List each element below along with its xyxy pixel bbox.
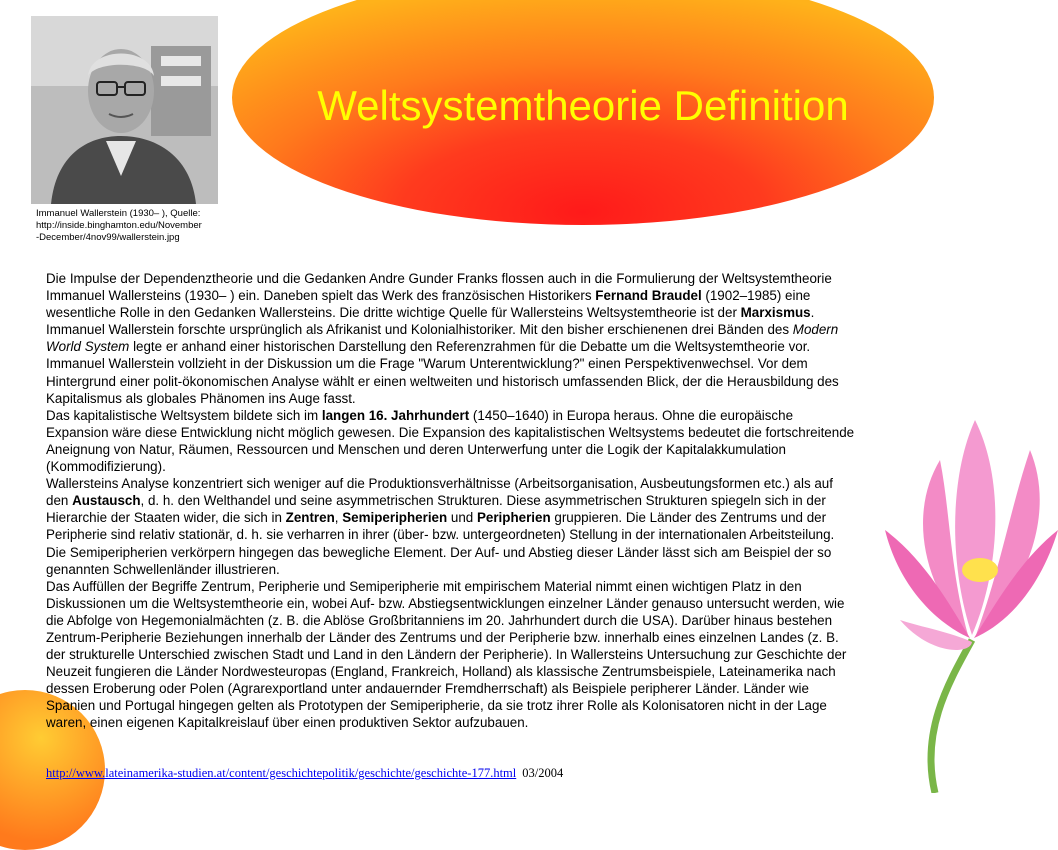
text-run: Zentrum-Peripherie Beziehungen innerhalb der Länder des Zentrums und der Peripherie bzw. innerhalb eines einzelnen Landes (z. B. xyxy=(46,629,839,645)
bold-term: Zentren xyxy=(285,510,335,526)
bold-term: langen 16. Jahrhundert xyxy=(321,407,470,423)
text-run: Immanuel Wallerstein vollzieht in der Diskussion um die Frage "Warum Unterentwicklung?" einen Perspektivenwechsel. Vor dem xyxy=(46,356,808,372)
body-line xyxy=(46,561,1006,578)
body-line xyxy=(46,407,1006,424)
photo-caption xyxy=(36,208,236,244)
source-date: 03/2004 xyxy=(522,766,564,780)
body-text xyxy=(46,270,1006,732)
text-run: Wallersteins Analyse konzentriert sich weniger auf die Produktionsverhältnisse (Arbeitsorganisation, Ausbeutungsformen etc.) als auf xyxy=(46,476,833,492)
portrait-image xyxy=(31,16,218,204)
bold-term: Marxismus xyxy=(740,305,811,321)
text-run: Hintergrund einer polit-ökonomischen Analyse wählt er einen weltweiten und historisch umfassenden Blick, der die Herausbildung des xyxy=(46,373,839,389)
body-line xyxy=(46,526,1006,543)
text-run: (1450–1640) in Europa heraus. Ohne die europäische xyxy=(469,407,794,423)
text-run: Immanuel Wallerstein forschte ursprünglich als Afrikanist und Kolonialhistoriker. Mit den bisher erschienenen drei Bänden des xyxy=(46,322,793,338)
body-line xyxy=(46,509,1006,526)
text-run: den xyxy=(46,493,73,509)
caption-line: Immanuel Wallerstein (1930– ), Quelle: xyxy=(36,208,201,219)
page-title: Weltsystemtheorie Definition xyxy=(317,82,849,129)
caption-line: -December/4nov99/wallerstein.jpg xyxy=(36,232,180,243)
body-line xyxy=(46,355,1006,372)
body-line xyxy=(46,304,1006,321)
body-line xyxy=(46,578,1006,595)
body-line xyxy=(46,697,1006,714)
text-run: Immanuel Wallersteins (1930– ) ein. Daneben spielt das Werk des französischen Historikers xyxy=(46,288,596,304)
bold-term: Austausch xyxy=(72,493,141,509)
bold-term: Peripherien xyxy=(476,510,551,526)
text-run: genannten Schwellenländer illustrieren. xyxy=(46,561,280,577)
body-line xyxy=(46,373,1006,390)
text-run: (Kommodifizierung). xyxy=(46,459,166,475)
body-line xyxy=(46,458,1006,475)
bold-term: Fernand Braudel xyxy=(595,288,702,304)
text-run: der strukturelle Unterschied zwischen Stadt und Land in den Ländern der Peripherie). In Wallersteins Untersuchung zur Geschichte der xyxy=(46,647,847,663)
body-line xyxy=(46,321,1006,338)
body-line xyxy=(46,492,1006,509)
text-run: gruppieren. Die Länder des Zentrums und der xyxy=(550,510,827,526)
text-run: Aneignung von Natur, Räumen, Ressourcen und Menschen und deren Unterwerfung unter die Logik der Kapitalakkumulation xyxy=(46,441,786,457)
body-line xyxy=(46,441,1006,458)
text-run: . xyxy=(810,305,815,321)
text-run: Hierarchie der Staaten wider, die sich in xyxy=(46,510,286,526)
text-run: wesentliche Rolle in den Gedanken Wallersteins. Die dritte wichtige Quelle für Wallersteins Weltsystemtheorie ist der xyxy=(46,305,741,321)
text-run: (1902–1985) eine xyxy=(701,288,811,304)
text-run: , xyxy=(334,510,343,526)
text-run: legte er anhand einer historischen Darstellung den Referenzrahmen für die Debatte um die Weltsystemtheorie vor. xyxy=(129,339,811,355)
text-run: , d. h. den Welthandel und seine asymmetrischen Strukturen. Diese asymmetrischen Strukturen spiegeln sich in der xyxy=(140,493,826,509)
text-run: und xyxy=(447,510,477,526)
source-link[interactable]: http://www.lateinamerika-studien.at/content/geschichtepolitik/geschichte/geschichte-177.html xyxy=(46,766,517,780)
text-run: Expansion wäre diese Entwicklung nicht möglich gewesen. Die Expansion des kapitalistischen Weltsystems bedeutet die fortschreitende xyxy=(46,424,855,440)
body-line xyxy=(46,714,1006,731)
text-run: Diskussionen um die Weltsystemtheorie ein, wobei Auf- bzw. Abstiegsentwicklungen einzelner Länder genauso untersucht werden, wie xyxy=(46,595,845,611)
body-line xyxy=(46,663,1006,680)
bold-term: Semiperipherien xyxy=(342,510,448,526)
body-line xyxy=(46,338,1006,355)
text-run: Die Semiperipherien verkörpern hingegen das bewegliche Element. Der Auf- und Abstieg dieser Länder lässt sich am Beispiel der so xyxy=(46,544,832,560)
source-line xyxy=(46,766,563,781)
italic-term: Modern xyxy=(792,322,839,338)
portrait-photo xyxy=(31,16,218,204)
text-run: Neuzeit fungieren die Länder Nordwesteuropas (England, Frankreich, Holland) als klassische Zentrumsbeispiele, Lateinamerika nach xyxy=(46,664,836,680)
text-run: die Abfolge von Hegemonialmächten (z. B. die Ablöse Großbritanniens im 20. Jahrhundert durch die USA). Darüber hinaus bestehen xyxy=(46,612,833,628)
italic-term: World System xyxy=(46,339,130,355)
body-line xyxy=(46,629,1006,646)
text-run: Kapitalismus als globales Phänomen ins Auge fasst. xyxy=(46,390,356,406)
body-line xyxy=(46,270,1006,287)
text-run: Die Impulse der Dependenztheorie und die Gedanken Andre Gunder Franks flossen auch in die Formulierung der Weltsystemtheorie xyxy=(46,271,832,286)
body-line xyxy=(46,390,1006,407)
body-line xyxy=(46,595,1006,612)
body-line xyxy=(46,612,1006,629)
body-line xyxy=(46,680,1006,697)
text-run: dessen Eroberung oder Polen (Agrarexportland unter andauernder Fremdherrschaft) als Beispiele peripherer Länder. Länder wie xyxy=(46,681,809,697)
body-line xyxy=(46,424,1006,441)
body-line xyxy=(46,287,1006,304)
body-line xyxy=(46,646,1006,663)
caption-line: http://inside.binghamton.edu/November xyxy=(36,220,202,231)
body-line xyxy=(46,475,1006,492)
text-run: Spanien und Portugal hingegen gelten als Prototypen der Semiperipherie, da sie trotz ihrer Rolle als Kolonisatoren nicht in der Lage xyxy=(46,698,827,714)
text-run: Peripherie sind relativ stationär, d. h. sie verharren in ihrer (über- bzw. untergeordneten) Stellung in der internationalen Arbeitsteilung. xyxy=(46,527,835,543)
text-run: waren, einen eigenen Kapitalkreislauf über einen produktiven Sektor aufzubauen. xyxy=(46,715,529,731)
text-run: Das Auffüllen der Begriffe Zentrum, Peripherie und Semiperipherie mit empirischem Material nimmt einen wichtigen Platz in den xyxy=(46,578,802,594)
text-run: Das kapitalistische Weltsystem bildete sich im xyxy=(46,407,322,423)
body-line xyxy=(46,544,1006,561)
